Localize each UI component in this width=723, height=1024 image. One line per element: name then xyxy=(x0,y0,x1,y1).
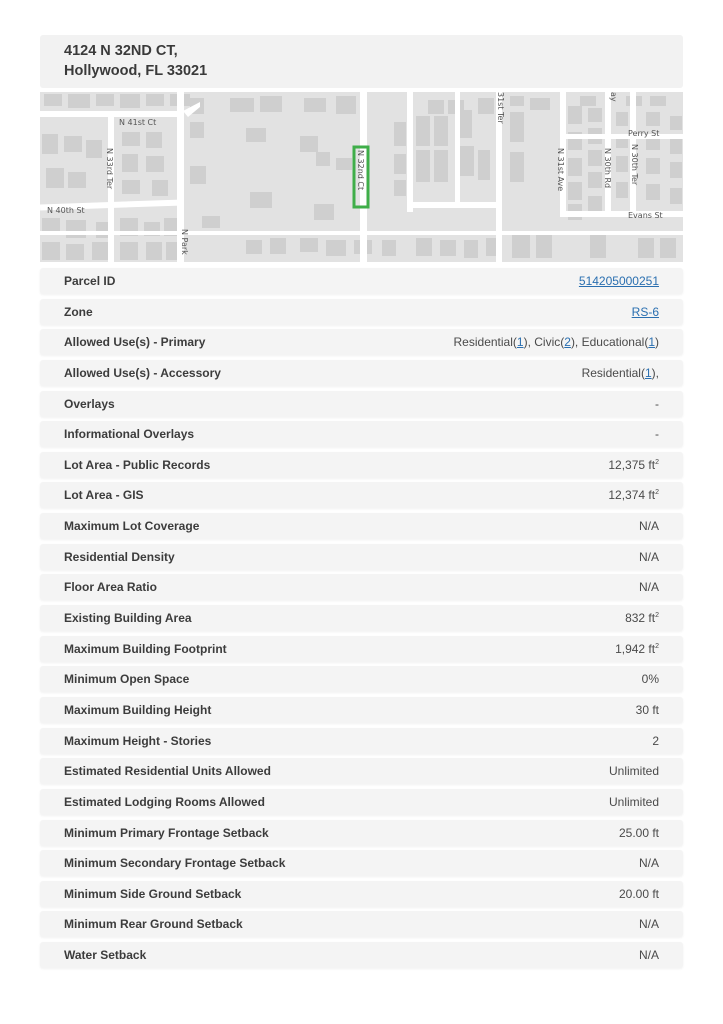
attribute-value xyxy=(625,611,659,625)
attribute-value xyxy=(639,550,659,564)
attribute-label: Minimum Secondary Frontage Setback xyxy=(64,856,286,871)
attribute-value xyxy=(639,917,659,931)
label-n33rd-ter: N 33rd Ter xyxy=(105,148,114,190)
value-text: 832 ft xyxy=(625,611,656,626)
value-link[interactable]: 514205000251 xyxy=(578,274,659,288)
label-31st-ter: 31st Ter xyxy=(496,92,505,124)
attribute-row xyxy=(40,452,683,478)
attribute-value xyxy=(608,488,659,502)
value-text: N/A xyxy=(638,580,659,595)
attribute-row xyxy=(40,360,683,386)
attribute-label: Parcel ID xyxy=(64,274,116,288)
parcel-map[interactable] xyxy=(40,92,683,262)
value-text: 25.00 ft xyxy=(618,825,659,840)
attribute-value xyxy=(655,397,659,411)
attribute-value xyxy=(636,703,659,717)
label-evans-st: Evans St xyxy=(628,211,663,220)
attribute-row xyxy=(40,329,683,355)
address-line-1: 4124 N 32ND CT, xyxy=(64,43,178,59)
attribute-row xyxy=(40,758,683,784)
attribute-value xyxy=(582,366,659,380)
attribute-row xyxy=(40,636,683,662)
value-text: N/A xyxy=(638,948,659,963)
value-text: N/A xyxy=(638,917,659,932)
value-text: - xyxy=(655,427,659,442)
label-n31st-ave: N 31st Ave xyxy=(556,148,565,192)
attribute-label: Minimum Side Ground Setback xyxy=(64,886,242,901)
attribute-value[interactable] xyxy=(632,305,659,319)
attribute-row xyxy=(40,820,683,846)
value-superscript: 2 xyxy=(655,612,659,620)
attribute-row xyxy=(40,881,683,907)
attribute-label: Allowed Use(s) - Accessory xyxy=(64,365,221,380)
attribute-label: Minimum Rear Ground Setback xyxy=(64,917,243,932)
attribute-value xyxy=(619,826,659,840)
label-n30th-ter: N 30th Ter xyxy=(630,144,639,186)
attribute-label: Maximum Building Height xyxy=(64,702,212,717)
value-text: 2 xyxy=(652,733,659,748)
value-text: 0% xyxy=(641,672,659,687)
value-text: ), Civic( xyxy=(523,335,565,350)
value-link[interactable]: 1 xyxy=(648,335,655,350)
attribute-value xyxy=(609,764,659,778)
value-superscript: 2 xyxy=(655,458,659,466)
value-link[interactable]: 1 xyxy=(644,365,652,380)
value-text: Unlimited xyxy=(608,764,659,779)
attribute-label: Residential Density xyxy=(64,549,175,564)
attribute-label: Informational Overlays xyxy=(64,427,195,442)
attribute-value[interactable] xyxy=(579,274,659,288)
attribute-label: Minimum Primary Frontage Setback xyxy=(64,825,269,840)
value-text: 20.00 ft xyxy=(618,886,659,901)
attribute-label: Floor Area Ratio xyxy=(64,580,157,595)
label-n30th-rd: N 30th Rd xyxy=(603,148,612,189)
attribute-label: Overlays xyxy=(64,396,115,411)
value-text: ), xyxy=(651,365,659,380)
value-link[interactable]: 2 xyxy=(564,335,571,350)
attribute-label: Allowed Use(s) - Primary xyxy=(64,335,206,350)
attribute-row xyxy=(40,666,683,692)
value-text: 1,942 ft xyxy=(615,641,656,656)
value-text: Unlimited xyxy=(608,794,659,809)
attribute-label: Water Setback xyxy=(64,948,147,963)
attribute-row xyxy=(40,544,683,570)
value-text: N/A xyxy=(638,519,659,534)
value-link[interactable]: RS-6 xyxy=(631,304,659,319)
attribute-value xyxy=(615,642,659,656)
attribute-row xyxy=(40,789,683,815)
attribute-value xyxy=(652,734,659,748)
value-superscript: 2 xyxy=(655,489,659,497)
address-header xyxy=(40,35,683,88)
attribute-label: Maximum Lot Coverage xyxy=(64,519,200,534)
value-superscript: 2 xyxy=(655,642,659,650)
label-n40th-st: N 40th St xyxy=(47,206,85,215)
attribute-row xyxy=(40,697,683,723)
attribute-value xyxy=(609,795,659,809)
label-n-park: N Park xyxy=(180,229,189,255)
attribute-label: Existing Building Area xyxy=(64,611,192,626)
attribute-label: Zone xyxy=(64,304,93,319)
attribute-value xyxy=(619,887,659,901)
attribute-value xyxy=(454,335,659,349)
attribute-value xyxy=(639,519,659,533)
value-text: ) xyxy=(655,335,659,350)
attribute-row xyxy=(40,482,683,508)
attribute-row xyxy=(40,574,683,600)
value-text: N/A xyxy=(638,856,659,871)
attribute-row xyxy=(40,391,683,417)
attribute-row xyxy=(40,911,683,937)
value-text: ), Educational( xyxy=(570,335,649,350)
attribute-row xyxy=(40,728,683,754)
value-text: 12,375 ft xyxy=(608,457,656,472)
attribute-label: Estimated Lodging Rooms Allowed xyxy=(64,794,265,809)
attribute-row xyxy=(40,299,683,325)
attribute-row xyxy=(40,605,683,631)
attribute-value xyxy=(655,427,659,441)
label-n32nd-ct: N 32nd Ct xyxy=(356,150,365,191)
attribute-value xyxy=(639,856,659,870)
attribute-row xyxy=(40,268,683,294)
attribute-row xyxy=(40,850,683,876)
value-text: N/A xyxy=(638,549,659,564)
value-text: 12,374 ft xyxy=(608,488,656,503)
attribute-label: Lot Area - Public Records xyxy=(64,457,211,472)
attribute-label: Maximum Height - Stories xyxy=(64,733,212,748)
attribute-row xyxy=(40,513,683,539)
label-n41st-ct: N 41st Ct xyxy=(119,118,157,127)
label-ay: ay xyxy=(609,92,618,102)
map-svg xyxy=(40,92,683,262)
value-link[interactable]: 1 xyxy=(516,335,524,350)
value-text: Residential( xyxy=(453,335,517,350)
attribute-row xyxy=(40,942,683,968)
attribute-label: Estimated Residential Units Allowed xyxy=(64,764,271,779)
attribute-row xyxy=(40,421,683,447)
attribute-label: Minimum Open Space xyxy=(64,672,190,687)
attribute-value xyxy=(642,672,659,686)
parcel-attribute-list xyxy=(40,268,683,973)
label-perry-st: Perry St xyxy=(628,129,660,138)
attribute-label: Maximum Building Footprint xyxy=(64,641,227,656)
address-line-2: Hollywood, FL 33021 xyxy=(64,63,208,79)
attribute-value xyxy=(608,458,659,472)
value-text: Residential( xyxy=(581,365,645,380)
attribute-value xyxy=(639,580,659,594)
attribute-label: Lot Area - GIS xyxy=(64,488,144,503)
attribute-value xyxy=(639,948,659,962)
value-text: - xyxy=(655,396,659,411)
value-text: 30 ft xyxy=(635,702,659,717)
